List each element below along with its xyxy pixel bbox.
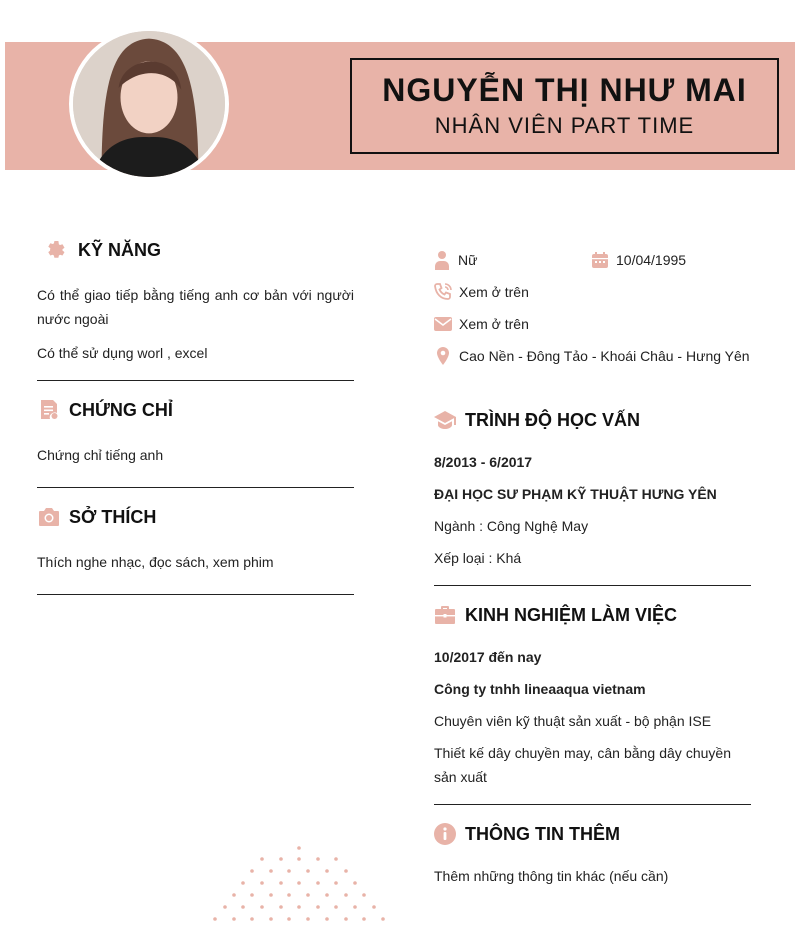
skill-item: Có thể giao tiếp bằng tiếng anh cơ bản với người nước ngoài <box>37 287 354 327</box>
briefcase-icon <box>433 603 457 627</box>
divider <box>37 487 354 488</box>
skill-item: Có thể sử dụng worl , excel <box>37 345 208 361</box>
decorative-dots <box>200 840 400 927</box>
education-heading: TRÌNH ĐỘ HỌC VẤN <box>433 408 640 432</box>
full-name: NGUYỄN THỊ NHƯ MAI <box>382 72 747 108</box>
info-icon <box>433 822 457 846</box>
gender-row: Nữ <box>432 250 477 270</box>
phone-icon <box>433 282 453 302</box>
extra-info-heading: THÔNG TIN THÊM <box>433 822 620 846</box>
location-pin-icon <box>433 346 453 366</box>
job-description: Thiết kế dây chuyền may, cân bằng dây chuyền sản xuất <box>434 745 731 785</box>
avatar <box>69 27 229 181</box>
experience-period: 10/2017 đến nay <box>434 649 542 665</box>
divider <box>434 804 751 805</box>
address-row: Cao Nền - Đông Tảo - Khoái Châu - Hưng Yên <box>433 346 750 366</box>
education-major: Ngành : Công Nghệ May <box>434 518 589 534</box>
company-name: Công ty tnhh lineaaqua vietnam <box>434 681 646 697</box>
job-title: NHÂN VIÊN PART TIME <box>434 113 695 138</box>
graduation-cap-icon <box>433 408 457 432</box>
extra-info-text: Thêm những thông tin khác (nếu cần) <box>434 868 669 884</box>
gear-icon <box>46 238 70 262</box>
school-name: ĐẠI HỌC SƯ PHẠM KỸ THUẬT HƯNG YÊN <box>434 486 717 502</box>
experience-heading: KINH NGHIỆM LÀM VIỆC <box>433 603 677 627</box>
person-icon <box>432 250 452 270</box>
certificate-item: Chứng chỉ tiếng anh <box>37 447 164 463</box>
name-box <box>350 58 779 154</box>
education-period: 8/2013 - 6/2017 <box>434 454 533 470</box>
birthday-row: 10/04/1995 <box>590 250 686 270</box>
phone-row: Xem ở trên <box>433 282 529 302</box>
divider <box>37 594 354 595</box>
job-position: Chuyên viên kỹ thuật sản xuất - bộ phận ISE <box>434 713 712 729</box>
camera-icon <box>37 505 61 529</box>
certificate-icon <box>37 398 61 422</box>
email-icon <box>433 314 453 334</box>
hobby-item: Thích nghe nhạc, đọc sách, xem phim <box>37 554 274 570</box>
divider <box>434 585 751 586</box>
divider <box>37 380 354 381</box>
hobbies-heading: SỞ THÍCH <box>37 505 156 529</box>
certificates-heading: CHỨNG CHỈ <box>37 398 173 422</box>
calendar-icon <box>590 250 610 270</box>
education-rank: Xếp loại : Khá <box>434 550 522 566</box>
skills-heading: KỸ NĂNG <box>46 238 161 262</box>
email-row: Xem ở trên <box>433 314 529 334</box>
